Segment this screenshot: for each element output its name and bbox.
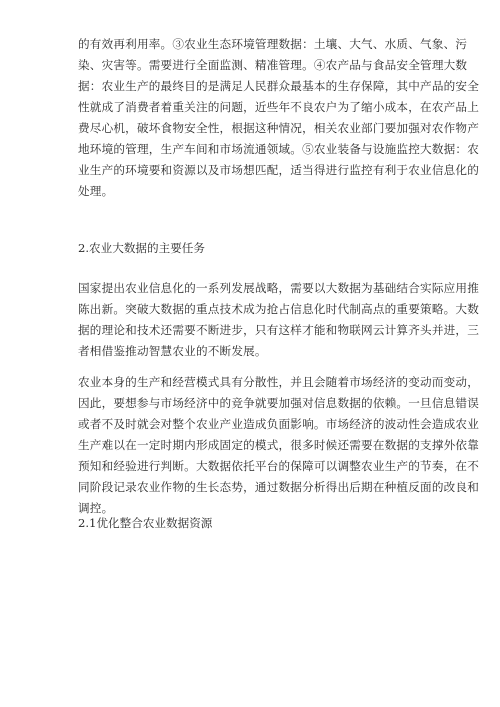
text-line: 陈出新。突破大数据的重点技术成为抢占信息化时代制高点的重要策略。大数 [78,302,479,316]
text-line: 国家提出农业信息化的一系列发展战略，需要以大数据为基础结合实际应用推 [78,281,479,295]
text-line: 性就成了消费者着重关注的问题，近些年不良农户为了缩小成本，在农产品上 [78,100,479,114]
text-line: 同阶段记录农业作物的生长态势，通过数据分析得出后期在种植反面的改良和 [78,480,479,494]
text-line: 地环境的管理，生产车间和市场流通领域。⑤农业装备与设施监控大数据：农 [78,142,479,156]
text-line: 农业本身的生产和经营模式具有分散性，并且会随着市场经济的变动而变动， [78,375,479,389]
text-line: 者相借鉴推动智慧农业的不断发展。 [78,344,267,358]
text-line: 因此，要想参与市场经济中的竞争就要加强对信息数据的依赖。一旦信息错误 [78,396,479,410]
text-line: 生产难以在一定时期内形成固定的模式，很多时候还需要在数据的支撑外依靠 [78,438,479,452]
text-line: 预知和经验进行判断。大数据依托平台的保障可以调整农业生产的节奏，在不 [78,459,479,473]
paragraph-data-categories [78,34,479,202]
text-line: 或者不及时就会对整个农业产业造成负面影响。市场经济的波动性会造成农业 [78,417,479,431]
text-line: 据：农业生产的最终目的是满足人民群众最基本的生存保障，其中产品的安全 [78,79,479,93]
subsection-heading: 2.1优化整合农业数据资源 [78,516,213,530]
text-line: 染、灾害等。需要进行全面监测、精准管理。④农产品与食品安全管理大数 [78,58,468,72]
text-line: 处理。 [78,184,114,198]
text-line: 业生产的环境要和资源以及市场想匹配，适当得进行监控有利于农业信息化的 [78,163,479,177]
section-heading: 2.农业大数据的主要任务 [78,241,205,255]
text-line: 费尽心机，破坏食物安全性，根据这种情况，相关农业部门要加强对农作物产 [78,121,479,135]
text-line: 调控。 [78,501,114,515]
paragraph-national-strategy [78,278,479,362]
text-line: 的有效再利用率。③农业生态环境管理数据：土壤、大气、水质、气象、污 [78,37,468,51]
paragraph-market-economy [78,372,479,519]
text-line: 据的理论和技术还需要不断进步，只有这样才能和物联网云计算齐头并进，三 [78,323,479,337]
